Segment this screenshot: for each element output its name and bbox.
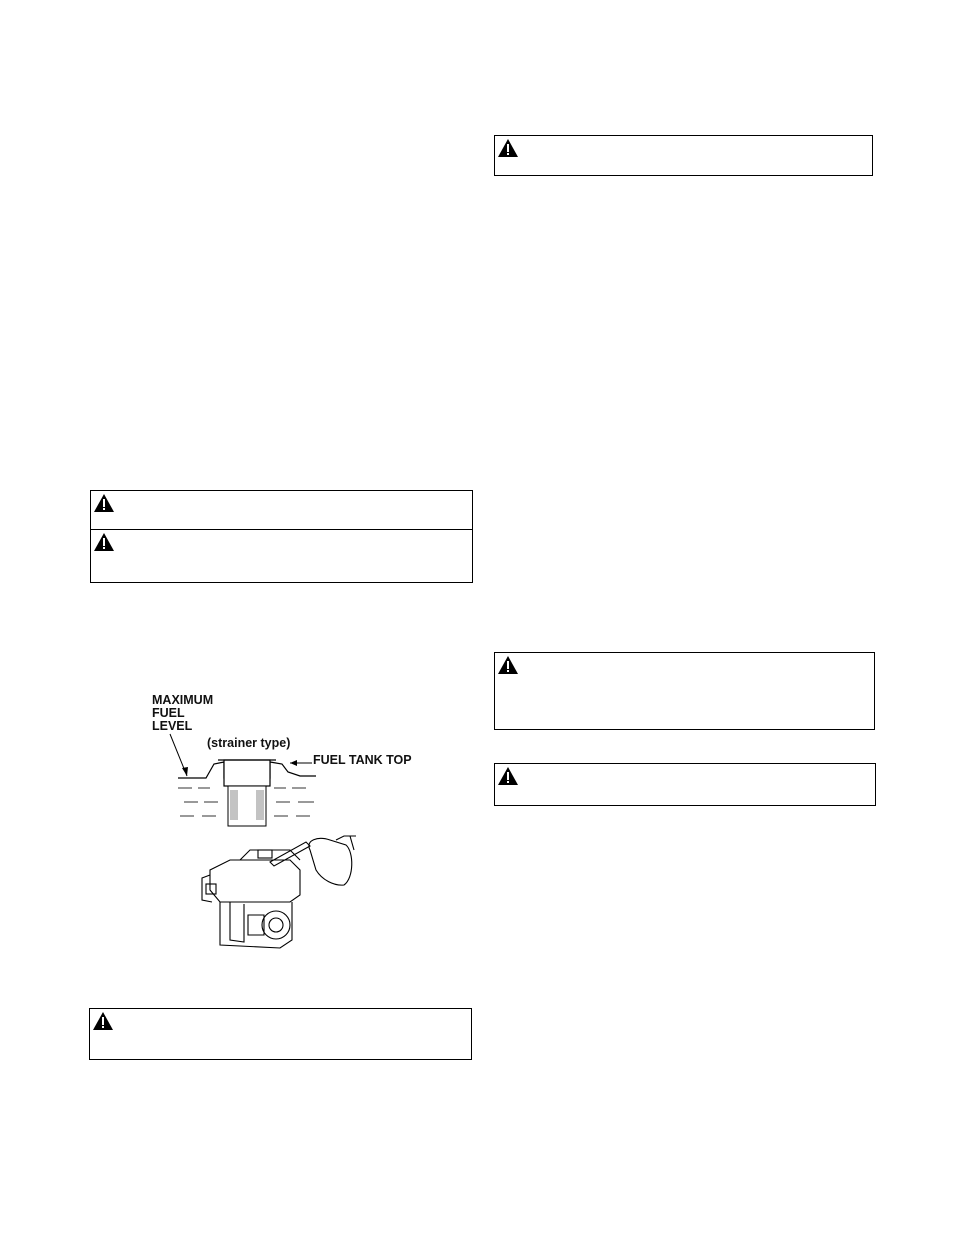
label-level: LEVEL [152,719,193,733]
warning-box-right-3 [494,763,876,806]
warning-triangle-icon [92,1011,114,1031]
label-fuel-tank-top: FUEL TANK TOP [313,753,412,767]
warning-box-left-1 [90,490,473,583]
warning-box-right-2 [494,652,875,730]
warning-triangle-icon [93,493,115,513]
label-fuel: FUEL [152,706,185,720]
label-maximum: MAXIMUM [152,693,214,707]
warning-triangle-icon [497,138,519,158]
warning-row [495,136,872,175]
warning-row [495,764,875,805]
warning-row [495,653,874,729]
warning-box-right-1 [494,135,873,176]
warning-row [91,529,472,583]
warning-row [90,1009,471,1059]
fuel-tank-diagram [140,690,430,960]
fuel-level-figure [140,690,430,960]
warning-triangle-icon [497,655,519,675]
warning-triangle-icon [93,532,115,552]
warning-box-left-2 [89,1008,472,1060]
label-strainer-type: (strainer type) [207,736,291,750]
warning-row [91,491,472,529]
warning-triangle-icon [497,766,519,786]
